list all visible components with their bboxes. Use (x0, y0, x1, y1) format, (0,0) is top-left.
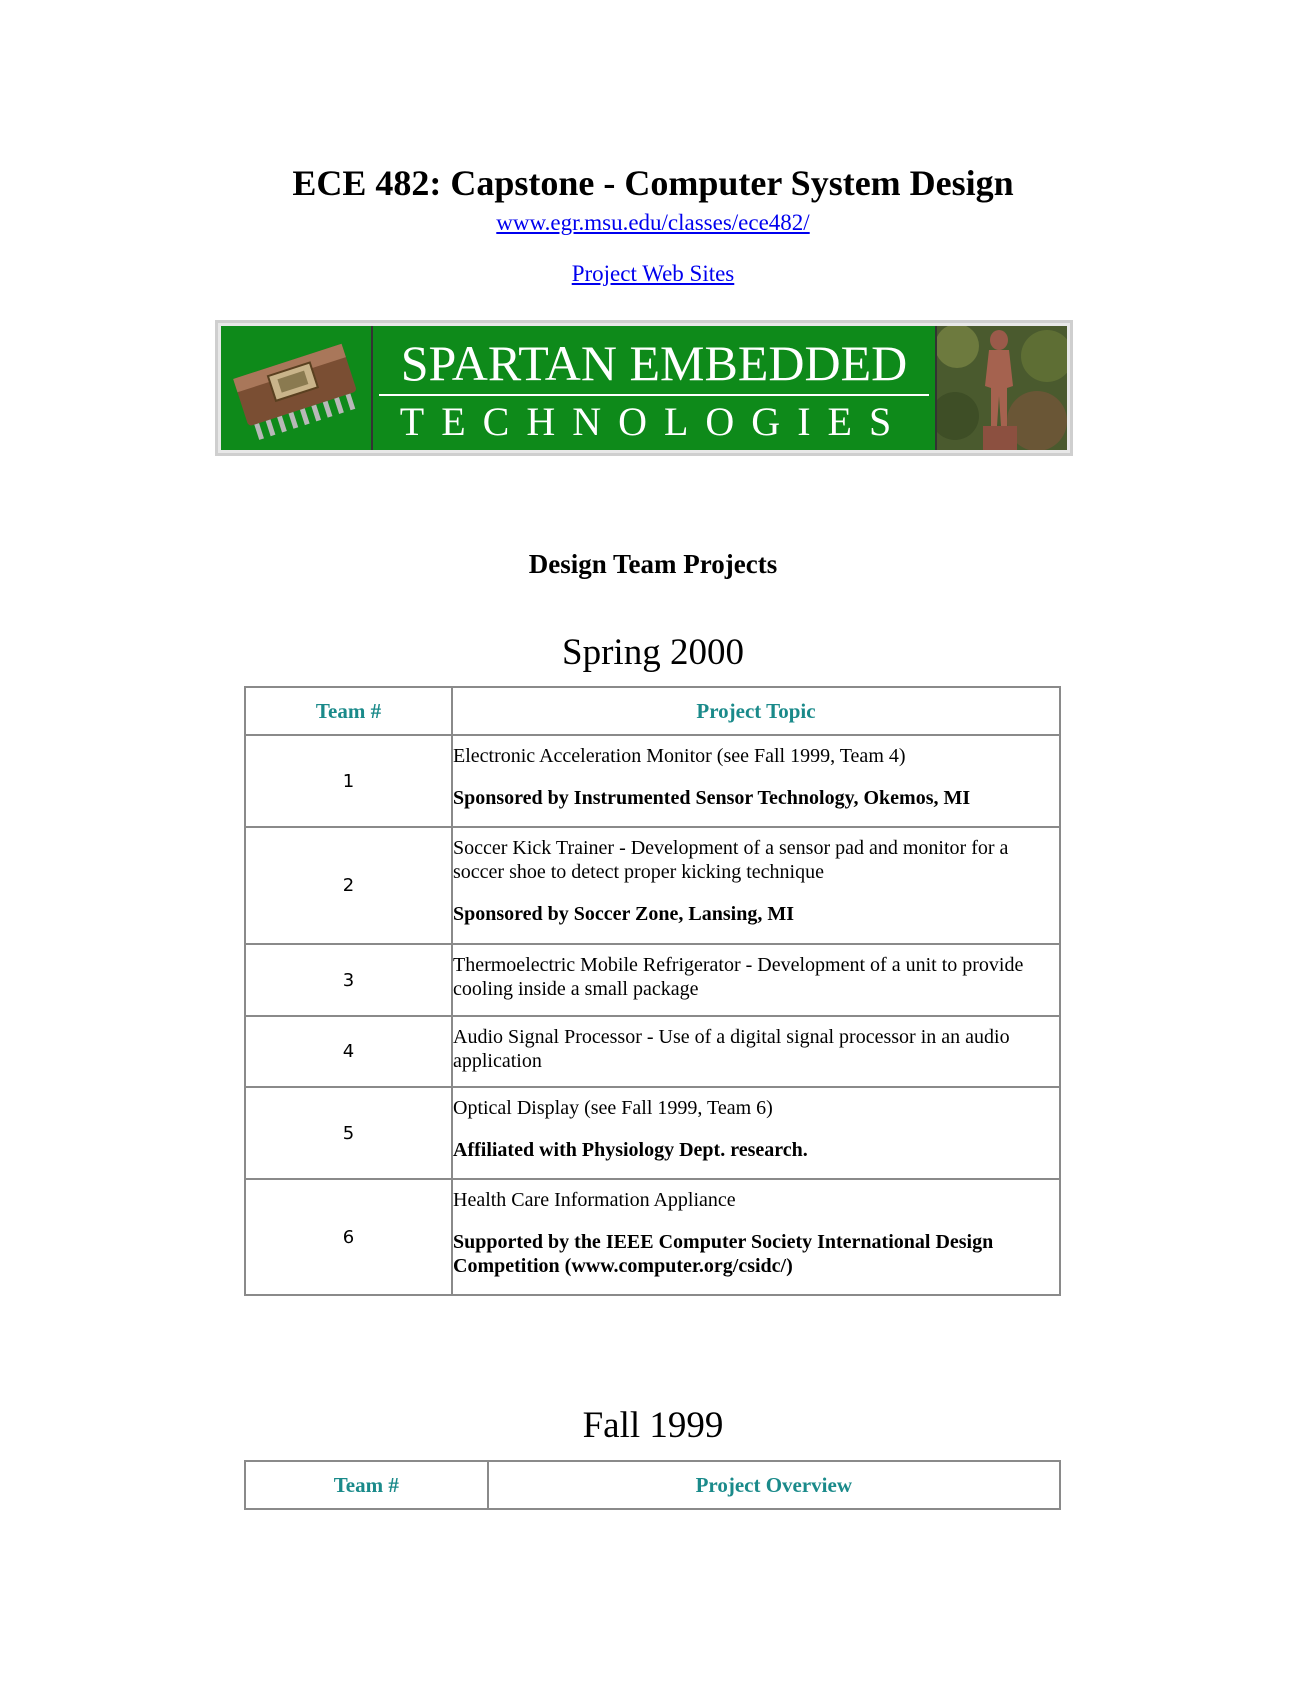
project-topic (452, 735, 1060, 827)
team-number: 6 (245, 1179, 452, 1295)
banner-text-panel (373, 326, 937, 450)
project-description: Soccer Kick Trainer - Development of a sensor pad and monitor for a soccer shoe to detect proper kicking technique (453, 837, 1009, 883)
project-sponsor: Supported by the IEEE Computer Society International Design Competition (www.computer.org/csidc/) (453, 1231, 994, 1277)
table-row (245, 827, 1060, 944)
spartan-statue-image (937, 326, 1067, 450)
project-sites-line (0, 261, 1306, 287)
page-title: ECE 482: Capstone - Computer System Design (292, 163, 1014, 203)
microchip-icon (221, 326, 371, 450)
project-topic (452, 944, 1060, 1016)
project-description: Health Care Information Appliance (453, 1189, 736, 1211)
team-number: 1 (245, 735, 452, 827)
project-sponsor: Sponsored by Instrumented Sensor Technology, Okemos, MI (453, 787, 971, 809)
project-sponsor: Sponsored by Soccer Zone, Lansing, MI (453, 903, 794, 925)
chip-image (221, 326, 373, 450)
table-row (245, 1016, 1060, 1087)
project-topic-header: Project Topic (452, 687, 1060, 735)
project-overview-header: Project Overview (488, 1461, 1060, 1509)
banner-title: SPARTAN EMBEDDED (400, 335, 908, 391)
spring-2000-title: Spring 2000 (562, 632, 744, 673)
project-topic (452, 1016, 1060, 1087)
banner-subtitle: TECHNOLOGIES (399, 399, 909, 444)
team-number: 4 (245, 1016, 452, 1087)
table-row (245, 1087, 1060, 1179)
project-web-sites-link[interactable]: Project Web Sites (571, 261, 735, 286)
course-url-link[interactable]: www.egr.msu.edu/classes/ece482/ (496, 210, 810, 235)
spring-2000-table (244, 686, 1061, 1296)
section-heading: Design Team Projects (528, 549, 778, 579)
statue-icon (937, 326, 1067, 450)
banner-divider (379, 394, 929, 396)
team-number: 5 (245, 1087, 452, 1179)
table-row (245, 1179, 1060, 1295)
fall-1999-table (244, 1460, 1061, 1510)
project-description: Audio Signal Processor - Use of a digital signal processor in an audio application (453, 1026, 1010, 1072)
table-header-row (245, 1461, 1060, 1509)
table-row (245, 735, 1060, 827)
project-topic (452, 1179, 1060, 1295)
table-header-row (245, 687, 1060, 735)
project-topic (452, 1087, 1060, 1179)
course-url-line (0, 210, 1306, 236)
project-description: Electronic Acceleration Monitor (see Fall 1999, Team 4) (453, 745, 906, 767)
project-sponsor: Affiliated with Physiology Dept. research. (453, 1139, 808, 1161)
project-description: Optical Display (see Fall 1999, Team 6) (453, 1097, 773, 1119)
spartan-embedded-banner (215, 320, 1073, 456)
team-number: 3 (245, 944, 452, 1016)
project-description: Thermoelectric Mobile Refrigerator - Development of a unit to provide cooling inside a small package (453, 954, 1024, 1000)
fall-1999-title: Fall 1999 (582, 1405, 724, 1446)
team-number-header: Team # (245, 687, 452, 735)
project-topic (452, 827, 1060, 944)
team-number-header: Team # (245, 1461, 488, 1509)
team-number: 2 (245, 827, 452, 944)
table-row (245, 944, 1060, 1016)
